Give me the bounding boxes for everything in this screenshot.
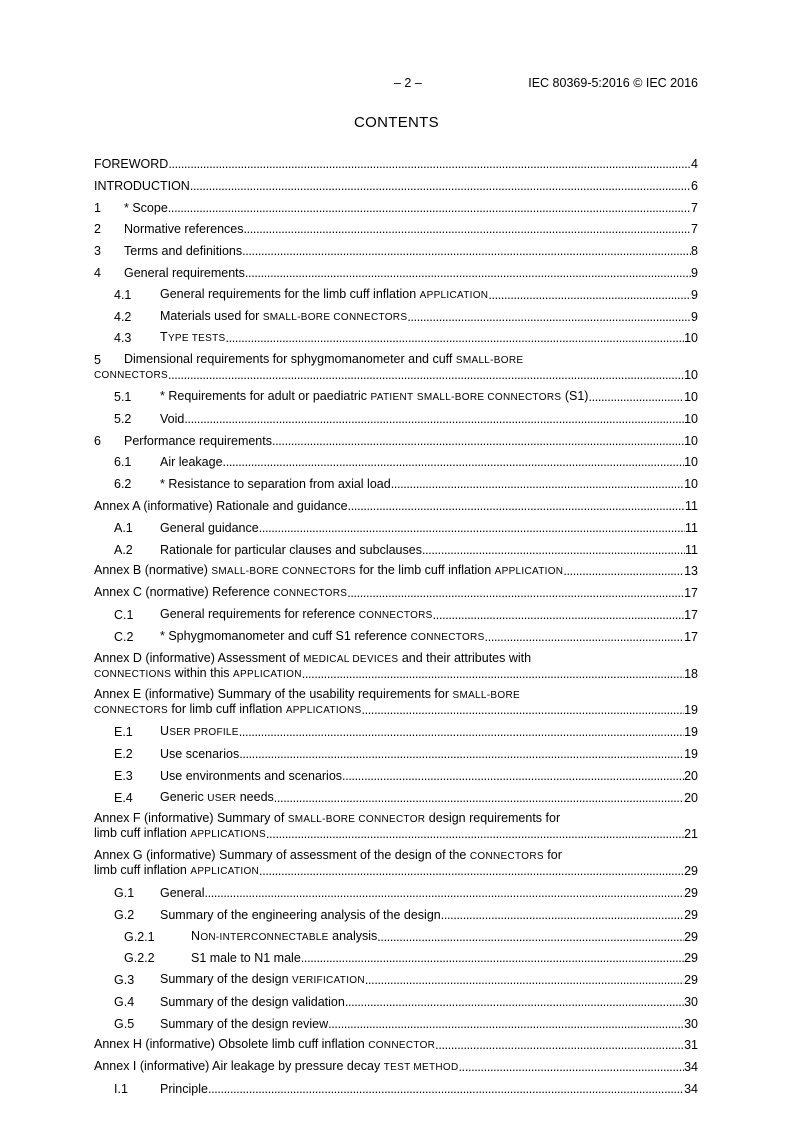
toc-leader-dots: [342, 769, 684, 784]
toc-entry-title: Summary of the engineering analysis of the design: [160, 907, 441, 922]
toc-leader-dots: [563, 564, 684, 579]
toc-entry-number: 1: [94, 200, 101, 215]
toc-leader-dots: [301, 951, 684, 966]
toc-entry[interactable]: [94, 812, 698, 842]
toc-entry-title: INTRODUCTION: [94, 178, 190, 193]
toc-entry-number: G.2.2: [124, 951, 155, 966]
toc-entry-page: 34: [684, 1082, 698, 1097]
toc-entry-page: 30: [684, 994, 698, 1009]
toc-entry-number: 4: [94, 265, 101, 280]
toc-entry-title: Summary of the design validation: [160, 994, 345, 1009]
toc-leader-dots: [345, 995, 684, 1010]
toc-entry-number: G.1: [114, 885, 135, 900]
toc-entry-number: G.2: [114, 907, 135, 922]
toc-entry-page: 10: [684, 331, 698, 346]
toc-entry-page: 19: [684, 703, 698, 718]
toc-entry-number: E.3: [114, 768, 133, 783]
toc-entry-title: Generic USER needs: [160, 790, 274, 804]
toc-entry-number: G.3: [114, 973, 135, 988]
toc-entry-title: Use scenarios: [160, 746, 240, 761]
toc-entry-title: Annex A (informative) Rationale and guidance: [94, 498, 348, 513]
toc-leader-dots: [433, 608, 684, 623]
toc-entry-number: 6: [94, 433, 101, 448]
toc-entry-title: Performance requirements: [124, 433, 272, 448]
toc-leader-dots: [348, 499, 685, 514]
toc-entry-page: 7: [691, 222, 698, 237]
toc-entry-title-continued: CONNECTORS: [94, 370, 168, 382]
toc-entry[interactable]: [94, 331, 698, 346]
toc-entry-number: 6.2: [114, 477, 132, 492]
toc-entry-page: 11: [685, 520, 698, 535]
toc-entry-title: General requirements: [124, 265, 245, 280]
toc-entry-page: 7: [691, 200, 698, 215]
toc-entry-page: 17: [684, 586, 698, 601]
toc-entry-title: General guidance: [160, 520, 259, 535]
toc-entry[interactable]: [94, 353, 698, 383]
toc-leader-dots: [485, 630, 685, 645]
toc-entry[interactable]: [94, 1082, 698, 1097]
toc-leader-dots: [274, 791, 684, 806]
toc-entry[interactable]: [94, 1060, 698, 1075]
toc-entry[interactable]: [94, 725, 698, 740]
toc-entry[interactable]: [94, 477, 698, 492]
toc-entry-page: 13: [684, 564, 698, 579]
toc-entry[interactable]: [94, 412, 698, 427]
toc-entry-title: Terms and definitions: [124, 244, 243, 259]
toc-entry[interactable]: [94, 747, 698, 762]
toc-entry-number: 4.3: [114, 331, 132, 346]
toc-leader-dots: [435, 1038, 684, 1053]
toc-entry-page: 19: [684, 725, 698, 740]
toc-leader-dots: [259, 521, 685, 536]
toc-entry-page: 29: [684, 951, 698, 966]
toc-leader-dots: [422, 543, 685, 558]
toc-leader-dots: [391, 477, 684, 492]
toc-entry-page: 9: [691, 265, 698, 280]
toc-entry[interactable]: [94, 630, 698, 645]
toc-leader-dots: [365, 973, 684, 988]
toc-leader-dots: [407, 310, 691, 325]
toc-entry[interactable]: [94, 908, 698, 923]
toc-entry-page: 10: [684, 368, 698, 383]
toc-leader-dots: [184, 412, 684, 427]
toc-entry[interactable]: [94, 951, 698, 966]
toc-entry-number: G.4: [114, 994, 135, 1009]
toc-entry-title: * Sphygmomanometer and cuff S1 reference CONNECTORS: [160, 629, 485, 643]
toc-entry-title: Air leakage: [160, 455, 223, 470]
toc-leader-dots: [239, 725, 684, 740]
toc-entry-page: 20: [684, 768, 698, 783]
toc-leader-dots: [361, 703, 684, 718]
toc-entry-page: 29: [684, 885, 698, 900]
toc-entry-title-continued: CONNECTIONS within this APPLICATION: [94, 666, 302, 680]
toc-entry[interactable]: [94, 995, 698, 1010]
toc-entry[interactable]: [94, 521, 698, 536]
toc-entry-title: * Scope: [124, 200, 168, 215]
toc-entry-title: Annex I (informative) Air leakage by pressure decay TEST METHOD: [94, 1060, 459, 1074]
page-title: CONTENTS: [354, 114, 439, 131]
toc-leader-dots: [266, 827, 684, 842]
toc-entry-number: 5: [94, 353, 101, 368]
toc-entry-number: C.1: [114, 607, 134, 622]
toc-entry[interactable]: [94, 244, 698, 259]
toc-entry-number: 4.1: [114, 287, 132, 302]
toc-entry-title: Materials used for SMALL-BORE CONNECTORS: [160, 309, 408, 323]
toc-entry-page: 4: [691, 157, 698, 171]
toc-entry[interactable]: [94, 886, 698, 901]
toc-entry-title: Use environments and scenarios: [160, 768, 343, 783]
toc-entry-number: 5.1: [114, 389, 132, 404]
toc-entry-page: 10: [684, 433, 698, 448]
toc-entry-number: A.2: [114, 542, 133, 557]
toc-entry-title: Annex D (informative) Assessment of MEDICAL DEVICES and their attributes with: [94, 651, 532, 665]
toc-entry-page: 20: [684, 790, 698, 805]
toc-entry-page: 10: [684, 411, 698, 426]
page-number: – 2 –: [394, 76, 422, 90]
toc-entry-page: 10: [684, 389, 698, 404]
toc-entry[interactable]: [94, 310, 698, 325]
toc-entry-page: 21: [684, 827, 698, 842]
toc-leader-dots: [302, 667, 684, 682]
toc-entry-title: Rationale for particular clauses and subclauses: [160, 542, 422, 557]
toc-entry[interactable]: [94, 652, 698, 682]
toc-entry[interactable]: [94, 543, 698, 558]
toc-entry-title: General requirements for reference CONNECTORS: [160, 607, 433, 621]
toc-leader-dots: [347, 586, 684, 601]
toc-entry-number: 3: [94, 244, 101, 259]
toc-entry-title-continued: CONNECTORS for limb cuff inflation APPLICATIONS: [94, 703, 362, 717]
toc-entry[interactable]: [94, 288, 698, 303]
toc-entry-page: 34: [684, 1060, 698, 1075]
toc-entry[interactable]: [94, 791, 698, 806]
toc-entry[interactable]: [94, 455, 698, 470]
toc-entry-title: Annex F (informative) Summary of SMALL-BORE CONNECTOR design requirements for: [94, 812, 561, 826]
toc-entry[interactable]: [94, 608, 698, 623]
toc-entry-title: Void: [160, 411, 185, 426]
toc-entry-number: E.4: [114, 790, 133, 805]
toc-leader-dots: [208, 1082, 684, 1097]
toc-entry-page: 17: [684, 629, 698, 644]
document-reference: IEC 80369-5:2016 © IEC 2016: [528, 76, 698, 90]
toc-leader-dots: [225, 331, 684, 346]
toc-leader-dots: [459, 1060, 685, 1075]
toc-entry-page: 11: [685, 498, 698, 513]
toc-leader-dots: [245, 266, 691, 281]
toc-leader-dots: [223, 455, 685, 470]
toc-entry-page: 18: [684, 666, 698, 681]
toc-entry-title: * Resistance to separation from axial load: [160, 477, 391, 492]
toc-entry-title: Summary of the design review: [160, 1016, 329, 1031]
toc-entry[interactable]: [94, 1038, 698, 1053]
toc-entry[interactable]: [94, 434, 698, 449]
toc-entry-title: Annex H (informative) Obsolete limb cuff inflation CONNECTOR: [94, 1038, 436, 1052]
toc-leader-dots: [377, 930, 684, 945]
toc-entry-page: 10: [684, 455, 698, 470]
toc-entry-page: 8: [691, 244, 698, 259]
toc-entry-number: C.2: [114, 629, 134, 644]
toc-entry-number: 2: [94, 222, 101, 237]
toc-leader-dots: [168, 157, 691, 172]
toc-entry-title: * Requirements for adult or paediatric PATIENT SMALL-BORE CONNECTORS (S1): [160, 389, 589, 403]
toc-entry-page: 31: [684, 1038, 698, 1053]
toc-entry[interactable]: [94, 973, 698, 988]
toc-entry-title: Annex C (normative) Reference CONNECTORS: [94, 586, 348, 600]
toc-entry-number: G.5: [114, 1016, 135, 1031]
toc-entry-title: S1 male to N1 male: [191, 951, 301, 966]
toc-entry-number: I.1: [114, 1082, 128, 1097]
toc-entry-page: 29: [684, 907, 698, 922]
toc-entry-page: 19: [684, 746, 698, 761]
toc-entry[interactable]: [94, 564, 698, 579]
table-of-contents: [94, 157, 698, 1104]
toc-entry-page: 9: [691, 309, 698, 324]
toc-entry-number: E.1: [114, 725, 133, 740]
toc-entry-page: 9: [691, 287, 698, 302]
toc-leader-dots: [168, 201, 691, 216]
page-header: [94, 76, 698, 92]
toc-entry[interactable]: [94, 157, 698, 172]
toc-entry-number: 5.2: [114, 411, 132, 426]
toc-entry-title: Annex E (informative) Summary of the usability requirements for SMALL-BORE: [94, 688, 520, 702]
toc-entry-title-continued: limb cuff inflation APPLICATIONS: [94, 827, 267, 841]
toc-leader-dots: [259, 864, 684, 879]
toc-entry-page: 6: [691, 178, 698, 193]
toc-entry-title-continued: limb cuff inflation APPLICATION: [94, 864, 260, 878]
toc-entry-page: 17: [684, 607, 698, 622]
toc-entry[interactable]: [94, 849, 698, 879]
toc-entry-title: FOREWORD: [94, 157, 169, 171]
toc-entry-title: Normative references: [124, 222, 244, 237]
toc-entry-page: 10: [684, 477, 698, 492]
toc-entry[interactable]: [94, 266, 698, 281]
toc-entry[interactable]: [94, 390, 698, 405]
toc-entry-title: Dimensional requirements for sphygmomanometer and cuff SMALL-BORE: [124, 353, 524, 367]
toc-entry-title: Annex B (normative) SMALL-BORE CONNECTORS for the limb cuff inflation APPLICATION: [94, 564, 564, 578]
toc-entry-title: Annex G (informative) Summary of assessment of the design of the CONNECTORS for: [94, 849, 562, 863]
toc-entry[interactable]: [94, 222, 698, 237]
toc-leader-dots: [588, 390, 684, 405]
toc-entry-number: 4.2: [114, 309, 132, 324]
toc-entry-title: TYPE TESTS: [160, 331, 226, 345]
toc-entry-title: General: [160, 885, 205, 900]
toc-entry-title: Summary of the design VERIFICATION: [160, 973, 365, 987]
toc-leader-dots: [328, 1017, 684, 1032]
toc-entry[interactable]: [94, 688, 698, 718]
toc-entry[interactable]: [94, 201, 698, 216]
toc-entry-title: Principle: [160, 1082, 208, 1097]
toc-entry[interactable]: [94, 1017, 698, 1032]
toc-entry[interactable]: [94, 586, 698, 601]
toc-leader-dots: [242, 244, 691, 259]
toc-entry-number: 6.1: [114, 455, 132, 470]
toc-entry-number: A.1: [114, 520, 133, 535]
toc-entry-page: 29: [684, 929, 698, 944]
toc-leader-dots: [239, 747, 684, 762]
toc-entry-title: USER PROFILE: [160, 725, 239, 739]
toc-entry[interactable]: [94, 179, 698, 194]
toc-leader-dots: [488, 288, 691, 303]
toc-entry-number: E.2: [114, 746, 133, 761]
toc-entry[interactable]: [94, 930, 698, 945]
toc-leader-dots: [272, 434, 684, 449]
toc-leader-dots: [190, 179, 691, 194]
toc-entry[interactable]: [94, 499, 698, 514]
toc-entry-page: 29: [684, 864, 698, 879]
toc-leader-dots: [204, 886, 684, 901]
toc-leader-dots: [168, 368, 684, 383]
toc-entry-page: 30: [684, 1016, 698, 1031]
toc-leader-dots: [244, 222, 692, 237]
toc-entry[interactable]: [94, 769, 698, 784]
toc-entry-title: General requirements for the limb cuff inflation APPLICATION: [160, 287, 489, 301]
toc-entry-number: G.2.1: [124, 929, 155, 944]
toc-leader-dots: [441, 908, 684, 923]
toc-entry-page: 11: [685, 542, 698, 557]
toc-entry-page: 29: [684, 973, 698, 988]
toc-entry-title: NON-INTERCONNECTABLE analysis: [191, 929, 378, 943]
